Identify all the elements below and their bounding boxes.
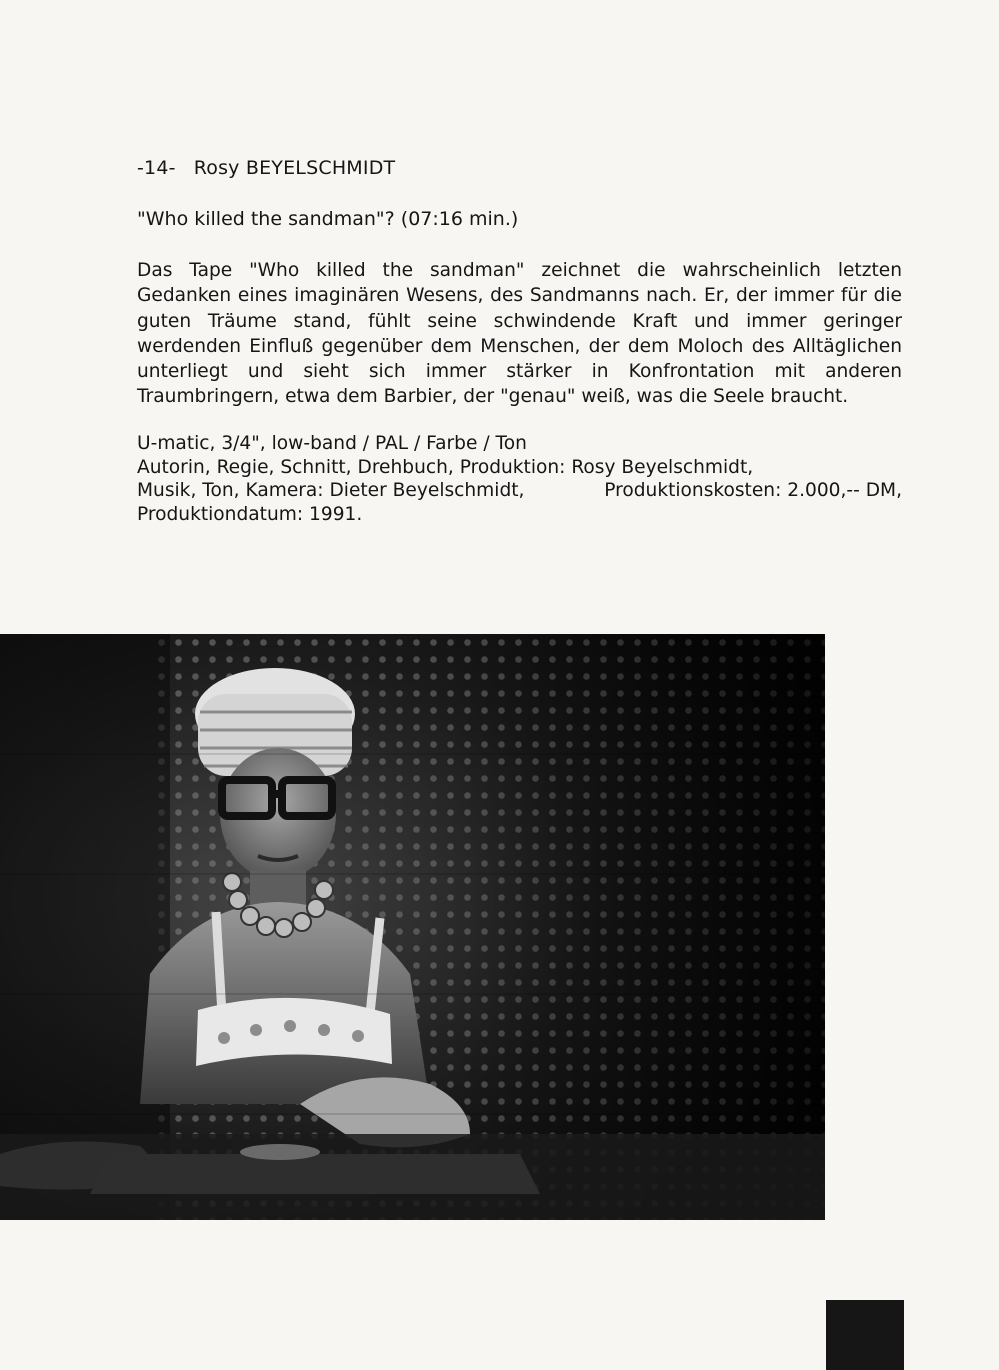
format-line: U-matic, 3/4", low-band / PAL / Farbe / Ton xyxy=(137,433,527,454)
video-still-image xyxy=(0,634,825,1220)
credits-line-1: Autorin, Regie, Schnitt, Drehbuch, Produktion: Rosy Beyelschmidt, xyxy=(137,456,754,478)
artist-name: Rosy BEYELSCHMIDT xyxy=(193,157,396,179)
credits-line-3: Produktiondatum: 1991. xyxy=(137,503,363,525)
credits-line-2-costs: Produktionskosten: 2.000,-- DM, xyxy=(604,480,902,502)
work-title: "Who killed the sandman"? (07:16 min.) xyxy=(137,208,519,230)
credits-line-2-camera: Musik, Ton, Kamera: Dieter Beyelschmidt, xyxy=(137,480,525,502)
credits-line-2 xyxy=(137,479,902,503)
video-still-illustration xyxy=(0,634,825,1220)
corner-tab-marker xyxy=(826,1300,904,1370)
entry-header xyxy=(137,157,395,179)
technical-credits xyxy=(137,432,902,526)
entry-number: -14- xyxy=(137,157,176,179)
description-paragraph: Das Tape "Who killed the sandman" zeichnet die wahrscheinlich letzten Gedanken eines imaginären Wesens, des Sandmanns nach. Er, der immer für die guten Träume stand, fühlt seine schwindende Kraft und immer geringer werdenden Einfluß gegenüber dem Menschen, der dem Moloch des Alltäglichen unterliegt und sieht sich immer stärker in Konfrontation mit anderen Traumbringern, etwa dem Barbier, der "genau" weiß, was die Seele braucht. xyxy=(137,260,902,408)
